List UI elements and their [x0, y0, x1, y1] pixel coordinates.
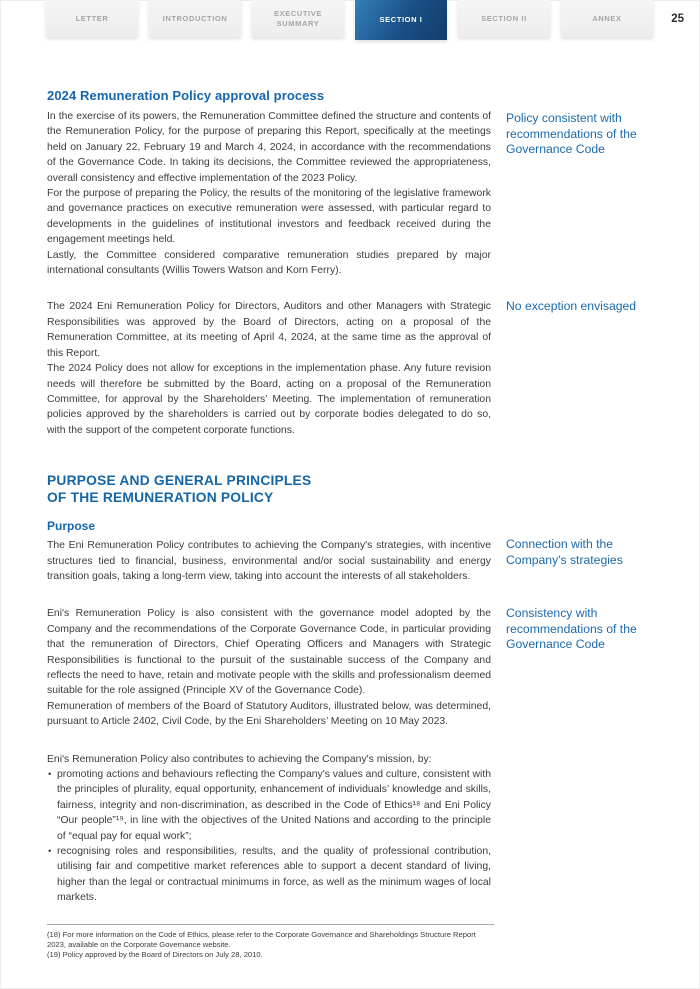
footnotes [47, 924, 494, 959]
policy-2024-paragraph: The 2024 Policy does not allow for exceptions in the implementation phase. Any future revision needs will therefore be submitted by the Board, acting on a proposal of the Remuneration Committee, for approval by the Shareholders’ Meeting. The implementation of remuneration policies approved by the shareholders is carried out by corporate bodies delegated to do so, with the support of the competent corporate functions. [47, 363, 491, 436]
page-number: 25 [671, 13, 684, 25]
section-purpose [47, 519, 653, 584]
footnote-19: (19) Policy approved by the Board of Directors on July 28, 2010. [47, 949, 263, 959]
section-mission [47, 752, 653, 906]
tab-introduction[interactable]: INTRODUCTION [149, 0, 241, 37]
section-consistency [47, 606, 653, 729]
section-approval-process [47, 88, 653, 278]
approval-paragraph: Lastly, the Committee considered comparative remuneration studies prepared by major international consultants (Willis Towers Watson and Korn Ferry). [47, 249, 491, 277]
purpose-principles-title [47, 472, 491, 506]
mission-bullet-list [47, 767, 491, 906]
sidenote-consistency-governance: Consistency with recommendations of the Governance Code [506, 606, 637, 652]
sidenote-connection-strategies: Connection with the Company's strategies [506, 537, 623, 567]
footnote-18: (18) For more information on the Code of Ethics, please refer to the Corporate Governance and Shareholdings Structure Report 2023, available on the Corporate Governance website. [47, 930, 476, 949]
page-content [47, 88, 653, 906]
mission-bullet: • promoting actions and behaviours reflecting the Company's values and culture, consistent with the principles of plurality, equal opportunity, enhancement of individuals’ knowledge and skills, fairness, integrity and non-discrimination, as described in the Code of Ethics¹⁸ and Eni Policy “Our people”¹⁹, in line with the objectives of the United Nations and according to the principle of “equal pay for equal work”; [47, 767, 491, 844]
approval-process-heading: 2024 Remuneration Policy approval process [47, 88, 325, 103]
sidenote-policy-consistent: Policy consistent with recommendations of the Governance Code [506, 111, 637, 156]
tab-annex[interactable]: ANNEX [561, 0, 653, 37]
approval-paragraph: In the exercise of its powers, the Remuneration Committee defined the structure and contents of the Remuneration Policy, for the purpose of preparing this Report, specifically at the meetings held on January 22, February 19 and March 4, 2024, in accordance with the recommendations of the Governance Code. In taking its decisions, the Committee reviewed the appropriateness, overall consistency and effective implementation of the 2023 Policy. [47, 111, 491, 184]
tab-executive-summary[interactable]: EXECUTIVE SUMMARY [252, 0, 344, 37]
tab-section-i[interactable]: SECTION I [355, 0, 447, 40]
consistency-paragraph: Eni's Remuneration Policy is also consistent with the governance model adopted by the Company and the recommendations of the Corporate Governance Code, in particular providing that the remuneration of Directors, Chief Operating Officers and Managers with Strategic Responsibilities is functional to the pursuit of the sustainable success of the Company and reflects the need to have, retain and motivate people with the skills and professionalism deemed suitable for the role assigned (Principle XV of the Governance Code). [47, 608, 491, 697]
sidenote-no-exception: No exception envisaged [506, 299, 637, 314]
tab-section-ii[interactable]: SECTION II [458, 0, 550, 37]
policy-2024-paragraph: The 2024 Eni Remuneration Policy for Directors, Auditors and other Managers with Strategic Responsibilities was approved by the Board of Directors, acting on a proposal of the Remuneration Committee, at its meeting of April 4, 2024, at the same time as the approval of this Report. [47, 301, 491, 359]
purpose-principles-title-line2: OF THE REMUNERATION POLICY [47, 490, 274, 506]
top-nav [0, 0, 700, 46]
section-purpose-title [47, 472, 653, 506]
purpose-paragraph: The Eni Remuneration Policy contributes to achieving the Company's strategies, with incentive structures tied to financial, business, environmental and/or social sustainability and energy transition goals, taking a long-term view, taking into account the interests of all stakeholders. [47, 540, 491, 582]
purpose-principles-title-line1: PURPOSE AND GENERAL PRINCIPLES [47, 473, 312, 489]
tab-letter[interactable]: LETTER [46, 0, 138, 37]
mission-intro: Eni's Remuneration Policy also contributes to achieving the Company's mission, by: [47, 753, 432, 765]
consistency-paragraph: Remuneration of members of the Board of Statutory Auditors, illustrated below, was determined, pursuant to Article 2402, Civil Code, by the Eni Shareholders’ Meeting on 10 May 2023. [47, 700, 491, 728]
section-policy-2024 [47, 299, 653, 438]
approval-paragraph: For the purpose of preparing the Policy, the results of the monitoring of the legislative framework and governance practices on executive remuneration were assessed, with particular regard to developments in the guidelines of institutional investors and feedback received during the engagement meetings held. [47, 188, 491, 246]
purpose-heading: Purpose [47, 519, 96, 534]
mission-bullet: • recognising roles and responsibilities, results, and the quality of professional contribution, utilising fair and competitive market references able to support a decent standard of living, higher than the legal or contractual minimums in force, as well as the minimum wages of local markets. [47, 844, 491, 906]
